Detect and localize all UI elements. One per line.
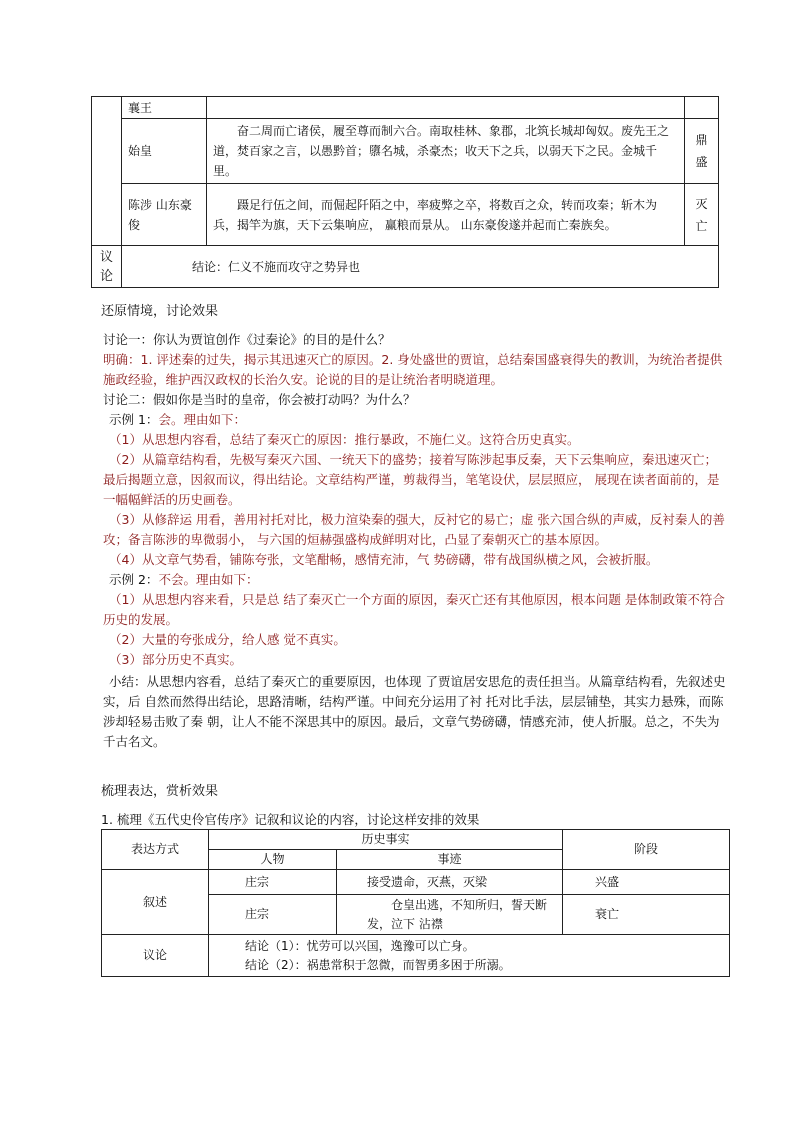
stage-cell [685,184,719,246]
example-1-line [103,410,728,430]
discuss-label: 议论 [102,935,209,977]
stage-cell [685,97,719,119]
example-1-point: （1）从思想内容看，总结了秦灭亡的原因：推行暴政，不施仁义。这符合历史真实。 [109,432,580,447]
example-2-label: 示例 2： [109,572,159,587]
example-2-line [103,570,728,590]
header-event: 事迹 [337,850,563,870]
events-cell [207,97,685,119]
stage-char: 亡 [695,218,708,233]
conclusion-2: 结论（2）：祸患常积于忽微，而智勇多困于所溺。 [245,957,511,972]
history-table-2 [101,829,730,977]
header-mode: 表达方式 [102,830,209,870]
discussion-block [103,330,728,752]
event-cell: 仓皇出逃，不知所归，誓天断发，泣下 沾襟 [337,895,563,935]
event-cell: 接受遗命，灭燕，灭梁 [337,870,563,895]
events-cell: 奋二周而亡诸侯，履至尊而制六合。南取桂林、象郡，北筑长城却匈奴。废先王之道，焚百家之言，以愚黔首；隳名城，杀豪杰；收天下之兵，以弱天下之民。金城千里。 [207,119,685,184]
section-title: 还原情境，讨论效果 [101,304,219,319]
label-char: 论 [99,268,113,284]
blank-label-cell [92,97,122,246]
example-1-head: 会。理由如下： [158,412,246,427]
summary-paragraph: 小结：从思想内容看，总结了秦灭亡的重要原因，也体现 了贾谊居安思危的责任担当。从篇章结构看，先叙述史实，后 自然而然得出结论，思路清晰，结构严谨。中间充分运用了衬 托对比手法，层层铺垫，其实力悬殊，而陈涉却轻易击败了秦 朝，让人不能不深思其中的原因。最后，文章气势磅礴，情感充沛，使人折服。总之，不失为千古名文。 [103,674,726,749]
conclusion-1: 结论（1）：忧劳可以兴国，逸豫可以亡身。 [245,938,475,953]
example-2-point: （2）大量的夸张成分，给人感 觉不真实。 [109,632,346,647]
conclusions-cell [209,935,730,977]
narrate-label: 叙述 [102,870,209,935]
section-title: 梳理表达，赏析效果 [101,784,219,799]
person-cell: 庄宗 [209,895,337,935]
example-1-label: 示例 1： [109,412,159,427]
stage-cell: 衰亡 [563,895,730,935]
example-1-point: （2）从篇章结构看，先极写秦灭六国、一统天下的盛势；接着写陈涉起事反秦，天下云集响应，秦迅速灭亡；最后揭题立意，因叙而议，得出结论。文章结构严谨，剪裁得当，笔笔设伏，层层照应， 展现在读者面前的，是一幅幅鲜活的历史画卷。 [103,452,720,507]
discussion-2-question: 讨论二：假如你是当时的皇帝，你会被打动吗？为什么？ [103,392,416,407]
example-2-point: （3）部分历史不真实。 [109,652,242,667]
example-2-point: （1）从思想内容来看，只是总 结了秦灭亡一个方面的原因，秦灭亡还有其他原因，根本问题 是体制政策不符合历史的发展。 [103,592,725,627]
stage-cell: 兴盛 [563,870,730,895]
discuss-conclusion-cell: 结论：仁义不施而攻守之势异也 [122,246,719,288]
header-history: 历史事实 [209,830,563,850]
label-char: 议 [99,249,113,265]
person-cell: 陈涉 山东豪俊 [122,184,207,246]
task-1-prompt: 1. 梳理《五代史伶官传序》记叙和议论的内容，讨论这样安排的效果 [101,812,480,827]
discussion-1-answer: 明确：1. 评述秦的过失，揭示其迅速灭亡的原因。2. 身处盛世的贾谊，总结秦国盛衰得失的教训，为统治者提供施政经验，维护西汉政权的长治久安。论说的目的是让统治者明晓道理。 [103,352,723,387]
events-cell: 蹑足行伍之间，而倔起阡陌之中，率疲弊之卒，将数百之众，转而攻秦；斩木为兵，揭竿为旗，天下云集响应， 赢粮而景从。 山东豪俊遂并起而亡秦族矣。 [207,184,685,246]
example-1-point: （3）从修辞运 用看，善用衬托对比，极力渲染秦的强大，反衬它的易亡；虚 张六国合纵的声威，反衬秦人的善攻；备言陈涉的卑微弱小， 与六国的烜赫强盛构成鲜明对比，凸显了秦朝灭亡的基本原因。 [103,512,725,547]
discussion-1-question: 讨论一：你认为贾谊创作《过秦论》的目的是什么？ [103,332,391,347]
stage-char: 灭 [695,196,708,211]
person-cell: 庄宗 [209,870,337,895]
example-2-head: 不会。理由如下： [158,572,259,587]
person-cell: 襄王 [122,97,207,119]
header-person: 人物 [209,850,337,870]
discuss-label-cell [92,246,122,288]
stage-char: 鼎 [695,133,708,147]
stage-char: 盛 [695,155,708,169]
person-cell: 始皇 [122,119,207,184]
header-stage: 阶段 [563,830,730,870]
history-table-1 [91,96,719,288]
example-1-point: （4）从文章气势看，铺陈夸张，文笔酣畅，感情充沛，气 势磅礴，带有战国纵横之风，会被折服。 [109,552,659,567]
stage-cell [685,119,719,184]
